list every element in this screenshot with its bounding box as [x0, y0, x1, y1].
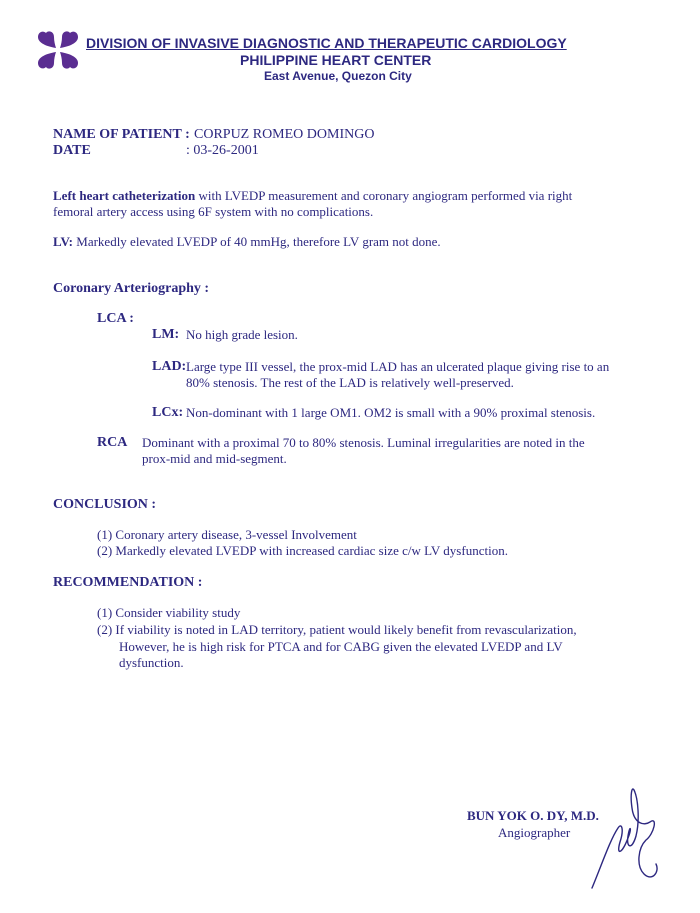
rca-label: RCA: [97, 435, 128, 450]
lv-label: LV:: [53, 234, 74, 249]
lv-text: Markedly elevated LVEDP of 40 mmHg, therefore LV gram not done.: [73, 234, 441, 249]
recommendation-item-2-line-1: (2) If viability is noted in LAD territory, patient would likely benefit from revascularization,: [97, 622, 577, 637]
four-heart-clover-logo-icon: [34, 28, 82, 74]
procedure-text-1: with LVEDP measurement and coronary angiogram performed via right: [195, 188, 573, 203]
signatory-title: Angiographer: [498, 825, 571, 840]
rca-text-2: prox-mid and mid-segment.: [142, 451, 287, 466]
recommendation-item-2-line-3: dysfunction.: [119, 655, 184, 670]
date-value: : 03-26-2001: [186, 143, 259, 158]
lcx-text: Non-dominant with 1 large OM1. OM2 is small with a 90% proximal stenosis.: [186, 405, 596, 420]
conclusion-item: (1) Coronary artery disease, 3-vessel Involvement: [97, 527, 357, 542]
lad-text-1: Large type III vessel, the prox-mid LAD has an ulcerated plaque giving rise to an: [186, 359, 610, 374]
lca-label: LCA :: [97, 311, 134, 326]
patient-name-label: NAME OF PATIENT :: [53, 127, 190, 142]
rca-text-1: Dominant with a proximal 70 to 80% stenosis. Luminal irregularities are noted in the: [142, 435, 585, 450]
signatory-name: BUN YOK O. DY, M.D.: [467, 808, 599, 823]
lcx-label: LCx:: [152, 405, 184, 420]
date-label: DATE: [53, 143, 91, 158]
center-address: East Avenue, Quezon City: [264, 69, 412, 83]
patient-name-value: CORPUZ ROMEO DOMINGO: [194, 127, 375, 142]
procedure-text-2: femoral artery access using 6F system with no complications.: [53, 204, 374, 219]
center-name: PHILIPPINE HEART CENTER: [240, 52, 432, 68]
lad-label: LAD:: [152, 359, 187, 374]
lm-label: LM:: [152, 327, 180, 342]
procedure-line-1: [53, 188, 653, 204]
recommendation-item-1: (1) Consider viability study: [97, 605, 241, 620]
lv-line: [53, 234, 441, 250]
recommendation-heading: RECOMMENDATION :: [53, 575, 203, 590]
coronary-heading: Coronary Arteriography :: [53, 281, 210, 296]
lm-text: No high grade lesion.: [186, 327, 298, 342]
handwritten-signature: [588, 784, 668, 894]
conclusion-item: (2) Markedly elevated LVEDP with increased cardiac size c/w LV dysfunction.: [97, 543, 508, 558]
conclusion-heading: CONCLUSION :: [53, 497, 157, 512]
division-title: DIVISION OF INVASIVE DIAGNOSTIC AND THERAPEUTIC CARDIOLOGY: [86, 35, 567, 51]
lad-text-2: 80% stenosis. The rest of the LAD is relatively well-preserved.: [186, 375, 514, 390]
recommendation-item-2-line-2: However, he is high risk for PTCA and for CABG given the elevated LVEDP and LV: [119, 639, 563, 654]
procedure-intro: Left heart catheterization: [53, 188, 196, 203]
